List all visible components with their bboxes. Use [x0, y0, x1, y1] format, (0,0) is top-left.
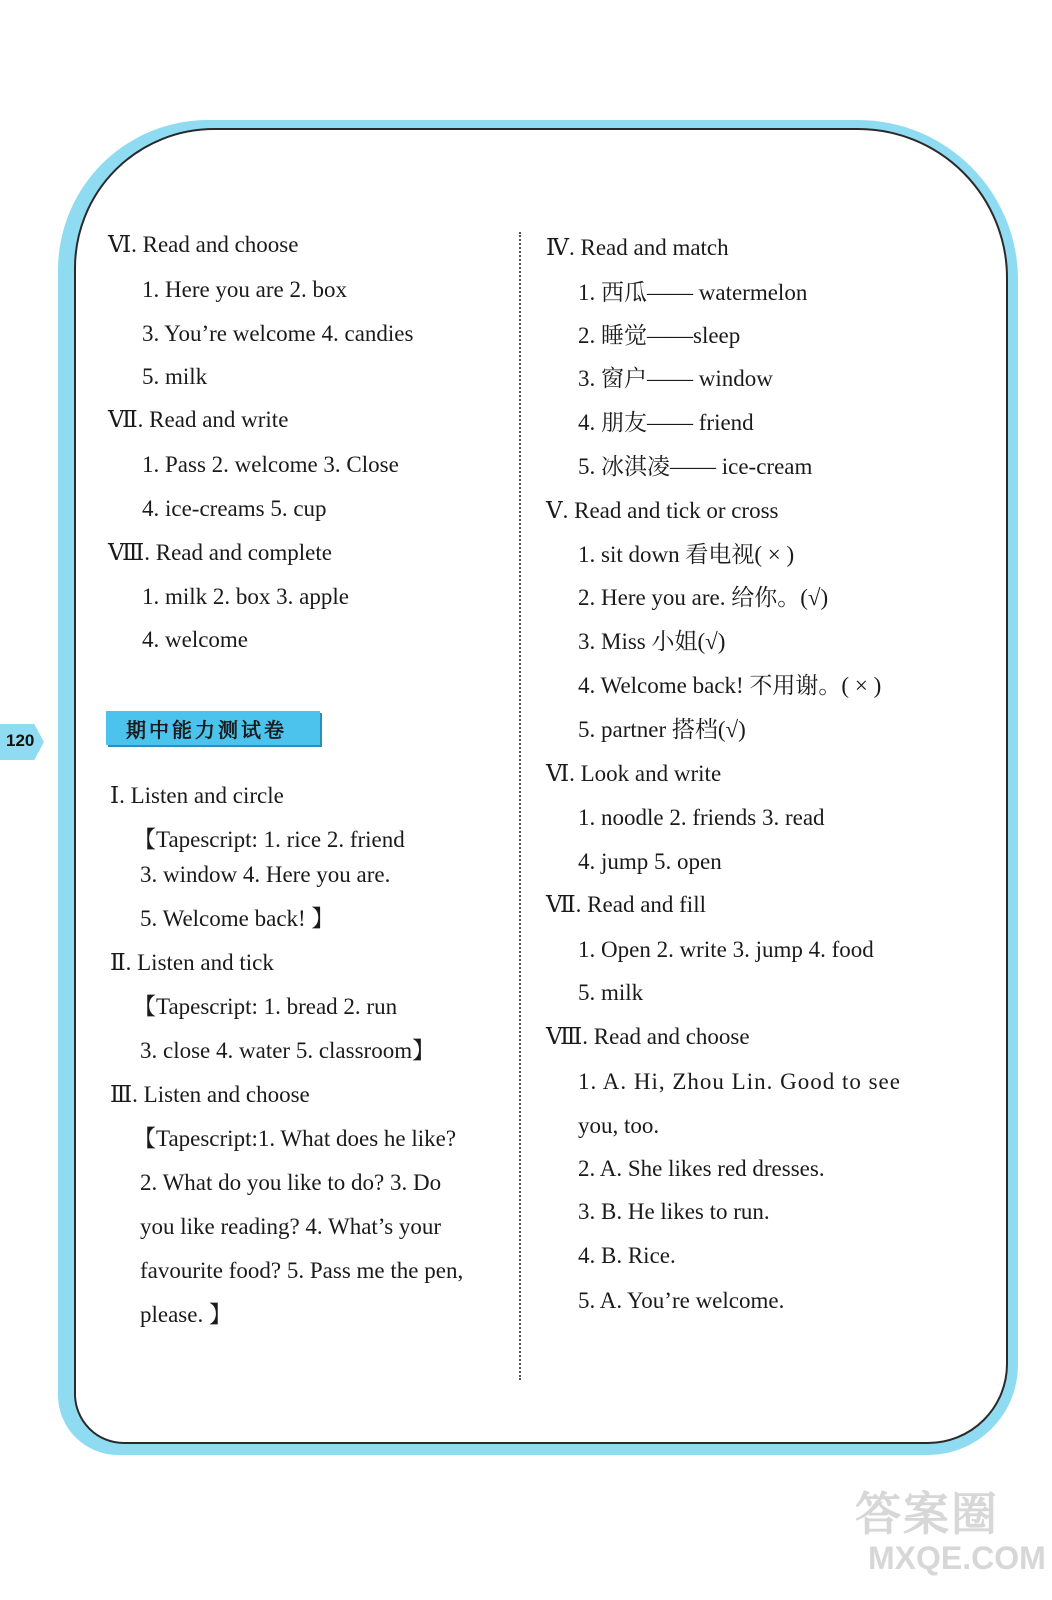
answer-line: 2. What do you like to do? 3. Do — [140, 1170, 442, 1195]
answer-line: 4. B. Rice. — [578, 1243, 676, 1268]
section-heading: Ⅷ. Read and choose — [546, 1024, 750, 1049]
answer-line: 1. noodle 2. friends 3. read — [578, 805, 825, 830]
answer-line: 1. Here you are 2. box — [142, 277, 348, 302]
answer-line: 【Tapescript:1. What does he like? — [133, 1126, 457, 1151]
answer-line: 2. A. She likes red dresses. — [578, 1156, 825, 1181]
answer-line: 3. window 4. Here you are. — [140, 862, 391, 887]
answer-line: 2. Here you are. 给你。(√) — [578, 585, 829, 610]
section-heading: Ⅷ. Read and complete — [108, 540, 332, 565]
answer-line: 5. milk — [142, 364, 208, 389]
watermark-logo: 答案圈 — [855, 1487, 999, 1541]
section-heading: Ⅳ. Read and match — [546, 235, 729, 260]
answer-line: 5. 冰淇凌—— ice-cream — [578, 454, 813, 479]
answer-line: 1. A. Hi, Zhou Lin. Good to see — [578, 1069, 901, 1094]
answer-line: 1. 西瓜—— watermelon — [578, 280, 808, 305]
answer-line: 3. 窗户—— window — [578, 366, 773, 391]
answer-line: 5. Welcome back! 】 — [140, 906, 335, 931]
answer-line: 1. sit down 看电视( × ) — [578, 542, 795, 567]
section-heading: Ⅵ. Look and write — [546, 761, 722, 786]
answer-line: 5. A. You’re welcome. — [578, 1288, 785, 1313]
answer-line: 4. jump 5. open — [578, 849, 722, 874]
answer-line: 4. ice-creams 5. cup — [142, 496, 327, 521]
banner-title: 期中能力测试卷 — [126, 718, 287, 742]
answer-line: 3. Miss 小姐(√) — [578, 629, 726, 654]
section-heading: Ⅶ. Read and write — [108, 407, 289, 432]
answer-line: 4. 朋友—— friend — [578, 410, 754, 435]
answer-line: 4. Welcome back! 不用谢。( × ) — [578, 673, 882, 698]
section-heading: Ⅶ. Read and fill — [546, 892, 706, 917]
answer-line: 3. close 4. water 5. classroom】 — [140, 1038, 436, 1063]
answer-line: you like reading? 4. What’s your — [140, 1214, 442, 1239]
column-divider — [519, 232, 521, 1380]
answer-line: 3. B. He likes to run. — [578, 1199, 770, 1224]
answer-line: 【Tapescript: 1. rice 2. friend — [133, 827, 405, 852]
section-heading: Ⅲ. Listen and choose — [110, 1082, 310, 1107]
answer-line: 4. welcome — [142, 627, 249, 652]
section-heading: Ⅵ. Read and choose — [108, 232, 299, 257]
section-heading: Ⅰ. Listen and circle — [110, 783, 284, 808]
section-heading: Ⅴ. Read and tick or cross — [546, 498, 779, 523]
answer-line: 5. partner 搭档(√) — [578, 717, 746, 742]
answer-line: 1. milk 2. box 3. apple — [142, 584, 349, 609]
answer-line: 2. 睡觉——sleep — [578, 323, 741, 348]
answer-line: 1. Pass 2. welcome 3. Close — [142, 452, 399, 477]
page-number: 120 — [6, 731, 35, 750]
watermark-url: MXQE.COM — [868, 1540, 1046, 1576]
answer-line: you, too. — [578, 1113, 660, 1138]
answer-line: favourite food? 5. Pass me the pen, — [140, 1258, 464, 1283]
section-heading: Ⅱ. Listen and tick — [110, 950, 274, 975]
answer-line: please. 】 — [140, 1302, 232, 1327]
answer-line: 【Tapescript: 1. bread 2. run — [133, 994, 398, 1019]
answer-line: 1. Open 2. write 3. jump 4. food — [578, 937, 874, 962]
answer-line: 3. You’re welcome 4. candies — [142, 321, 414, 346]
answer-line: 5. milk — [578, 980, 644, 1005]
